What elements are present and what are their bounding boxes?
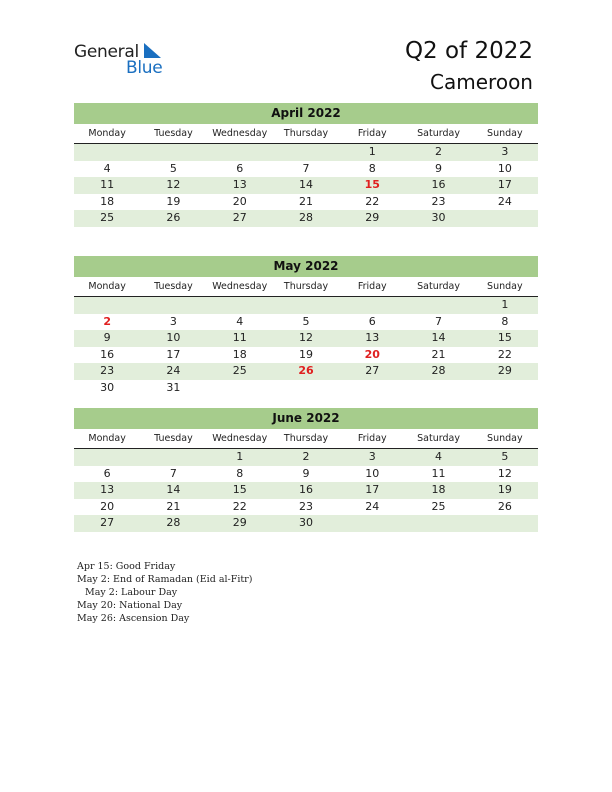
day-cell: 23 (298, 499, 313, 513)
day-cell: 29 (365, 211, 380, 224)
day-cell: 19 (166, 194, 181, 208)
holiday-note: May 2: Labour Day (85, 587, 178, 598)
weekday-label: Thursday (283, 433, 329, 444)
day-cell: 16 (298, 483, 313, 496)
day-cell: 25 (431, 499, 446, 513)
day-cell: 8 (501, 314, 509, 328)
day-cell: 27 (100, 516, 115, 529)
month-calendar-april (74, 103, 538, 227)
weekday-label: Sunday (487, 433, 523, 444)
week-row (74, 330, 538, 347)
empty-day-cell (207, 297, 273, 314)
day-cell: 27 (232, 211, 247, 224)
day-cell: 18 (100, 194, 115, 208)
empty-day-cell (140, 449, 206, 466)
day-cell: 22 (497, 347, 512, 361)
day-cell: 7 (169, 466, 177, 480)
day-cell: 6 (368, 314, 376, 328)
page-title: Q2 of 2022 (404, 38, 533, 64)
month-title: April 2022 (74, 103, 538, 124)
day-cell: 3 (368, 450, 376, 463)
weekday-header-row (74, 429, 538, 449)
empty-day-cell (74, 297, 140, 314)
empty-day-cell (339, 380, 405, 397)
empty-day-cell (207, 144, 273, 161)
day-cell: 15 (232, 483, 247, 496)
empty-day-cell (140, 297, 206, 314)
day-cell: 30 (431, 211, 446, 224)
day-cell: 5 (302, 314, 310, 328)
day-cell: 4 (236, 314, 244, 328)
empty-day-cell (207, 380, 273, 397)
day-cell: 14 (431, 331, 446, 344)
day-cell: 7 (302, 161, 310, 175)
day-cell: 9 (435, 161, 443, 175)
day-cell: 14 (298, 178, 313, 191)
day-cell: 16 (100, 347, 115, 361)
day-cell: 31 (166, 380, 181, 394)
logo-triangle-icon (142, 43, 162, 59)
day-cell: 2 (103, 314, 111, 328)
empty-day-cell (405, 297, 471, 314)
day-cell: 1 (501, 298, 509, 311)
empty-day-cell (472, 380, 538, 397)
weekday-label: Tuesday (154, 433, 193, 444)
day-cell: 30 (100, 380, 115, 394)
day-cell: 28 (431, 364, 446, 377)
day-cell: 12 (166, 178, 181, 191)
empty-day-cell (74, 144, 140, 161)
day-cell: 26 (166, 211, 181, 224)
day-cell: 24 (166, 364, 181, 377)
day-cell: 10 (166, 331, 181, 344)
week-row (74, 380, 538, 397)
logo-blue-text: Blue (126, 58, 163, 78)
day-cell: 9 (302, 466, 310, 480)
week-row (74, 210, 538, 227)
weekday-label: Wednesday (212, 433, 268, 444)
day-cell: 21 (431, 347, 446, 361)
weekday-label: Friday (357, 281, 387, 292)
day-cell: 13 (100, 483, 115, 496)
day-cell: 29 (232, 516, 247, 529)
weekday-header-row (74, 124, 538, 144)
month-calendar-june (74, 408, 538, 532)
day-cell: 20 (364, 347, 380, 361)
day-cell: 23 (100, 364, 115, 377)
empty-day-cell (140, 144, 206, 161)
week-row (74, 363, 538, 380)
day-cell: 12 (497, 466, 512, 480)
day-cell: 29 (497, 364, 512, 377)
week-row (74, 466, 538, 483)
day-cell: 7 (435, 314, 443, 328)
holiday-note: May 26: Ascension Day (77, 613, 190, 624)
day-cell: 26 (298, 364, 314, 377)
day-cell: 24 (365, 499, 380, 513)
day-cell: 4 (435, 450, 443, 463)
day-cell: 22 (232, 499, 247, 513)
weekday-label: Monday (88, 433, 126, 444)
day-cell: 18 (232, 347, 247, 361)
logo-general-text: General (74, 42, 139, 62)
empty-day-cell (472, 515, 538, 532)
month-title: May 2022 (74, 256, 538, 277)
holiday-note: May 2: End of Ramadan (Eid al-Fitr) (77, 574, 253, 585)
day-cell: 21 (298, 194, 313, 208)
week-row (74, 314, 538, 331)
weekday-label: Saturday (417, 281, 460, 292)
week-row (74, 177, 538, 194)
weekday-label: Wednesday (212, 281, 268, 292)
weekday-header-row (74, 277, 538, 297)
day-cell: 3 (169, 314, 177, 328)
day-cell: 28 (298, 211, 313, 224)
day-cell: 18 (431, 483, 446, 496)
weekday-label: Saturday (417, 128, 460, 139)
day-cell: 14 (166, 483, 181, 496)
day-cell: 11 (232, 331, 247, 344)
country-name: Cameroon (430, 70, 533, 94)
day-cell: 16 (431, 178, 446, 191)
day-cell: 12 (298, 331, 313, 344)
weekday-label: Thursday (283, 281, 329, 292)
day-cell: 17 (365, 483, 380, 496)
week-row (74, 482, 538, 499)
day-cell: 30 (298, 516, 313, 529)
day-cell: 6 (103, 466, 111, 480)
weekday-label: Sunday (487, 281, 523, 292)
day-cell: 9 (103, 331, 111, 344)
day-cell: 10 (497, 161, 512, 175)
day-cell: 1 (236, 450, 244, 463)
weekday-label: Monday (88, 281, 126, 292)
empty-day-cell (74, 449, 140, 466)
generalblue-logo (74, 42, 174, 78)
day-cell: 15 (497, 331, 512, 344)
weekday-label: Friday (357, 433, 387, 444)
day-cell: 4 (103, 161, 111, 175)
day-cell: 2 (435, 145, 443, 158)
day-cell: 3 (501, 145, 509, 158)
holiday-note: May 20: National Day (77, 600, 183, 611)
day-cell: 19 (497, 483, 512, 496)
day-cell: 15 (364, 178, 380, 191)
weekday-label: Wednesday (212, 128, 268, 139)
day-cell: 20 (232, 194, 247, 208)
day-cell: 5 (169, 161, 177, 175)
day-cell: 5 (501, 450, 509, 463)
day-cell: 26 (497, 499, 512, 513)
week-row (74, 347, 538, 364)
day-cell: 6 (236, 161, 244, 175)
weekday-label: Friday (357, 128, 387, 139)
day-cell: 25 (100, 211, 115, 224)
empty-day-cell (339, 515, 405, 532)
day-cell: 27 (365, 364, 380, 377)
empty-day-cell (405, 515, 471, 532)
day-cell: 24 (497, 194, 512, 208)
month-calendar-may (74, 256, 538, 396)
weekday-label: Sunday (487, 128, 523, 139)
day-cell: 11 (431, 466, 446, 480)
day-cell: 8 (236, 466, 244, 480)
weekday-label: Thursday (283, 128, 329, 139)
day-cell: 13 (232, 178, 247, 191)
day-cell: 13 (365, 331, 380, 344)
empty-day-cell (405, 380, 471, 397)
empty-day-cell (339, 297, 405, 314)
day-cell: 8 (368, 161, 376, 175)
weekday-label: Monday (88, 128, 126, 139)
week-row (74, 449, 538, 466)
week-row (74, 144, 538, 161)
weekday-label: Saturday (417, 433, 460, 444)
empty-day-cell (273, 297, 339, 314)
day-cell: 21 (166, 499, 181, 513)
holiday-notes (77, 560, 252, 625)
empty-day-cell (273, 380, 339, 397)
empty-day-cell (273, 144, 339, 161)
holiday-note: Apr 15: Good Friday (77, 561, 176, 572)
week-row (74, 161, 538, 178)
month-title: June 2022 (74, 408, 538, 429)
day-cell: 1 (368, 145, 376, 158)
day-cell: 17 (497, 178, 512, 191)
weekday-label: Tuesday (154, 128, 193, 139)
empty-day-cell (472, 210, 538, 227)
week-row (74, 499, 538, 516)
day-cell: 23 (431, 194, 446, 208)
day-cell: 25 (232, 364, 247, 377)
day-cell: 2 (302, 450, 310, 463)
day-cell: 17 (166, 347, 181, 361)
week-row (74, 515, 538, 532)
day-cell: 11 (100, 178, 115, 191)
day-cell: 28 (166, 516, 181, 529)
day-cell: 22 (365, 194, 380, 208)
day-cell: 10 (365, 466, 380, 480)
day-cell: 20 (100, 499, 115, 513)
week-row (74, 194, 538, 211)
day-cell: 19 (298, 347, 313, 361)
weekday-label: Tuesday (154, 281, 193, 292)
week-row (74, 297, 538, 314)
